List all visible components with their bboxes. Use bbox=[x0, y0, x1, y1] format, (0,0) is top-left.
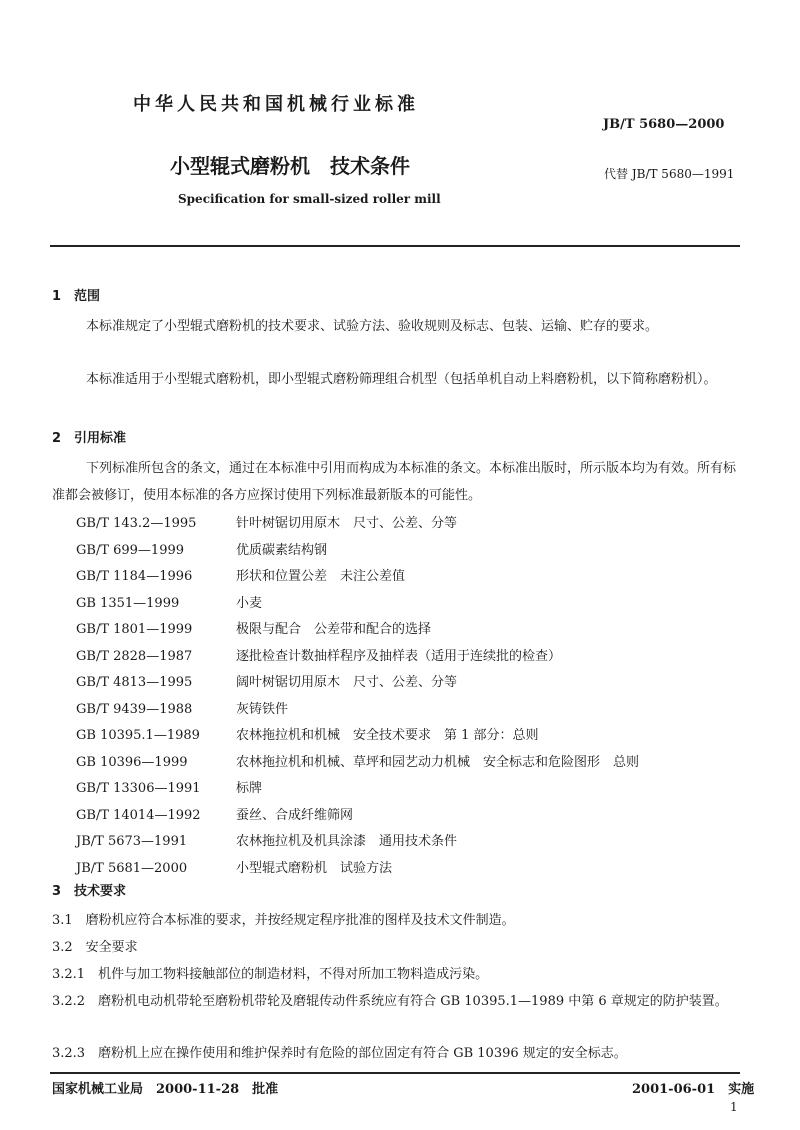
reference-code: GB/T 9439—1988 bbox=[76, 701, 193, 717]
reference-name: 农林拖拉机和机械、草坪和园艺动力机械 安全标志和危险图形 总则 bbox=[236, 754, 640, 770]
reference-code: JB/T 5673—1991 bbox=[76, 834, 188, 849]
reference-code: GB 10396—1999 bbox=[76, 754, 188, 770]
document-title-cn: 小型辊式磨粉机 技术条件 bbox=[170, 154, 410, 178]
header-divider bbox=[50, 245, 740, 247]
reference-name: 灰铸铁件 bbox=[236, 701, 289, 717]
reference-name: 小麦 bbox=[236, 595, 263, 611]
clause-3-2-3: 3.2.3 磨粉机上应在操作使用和维护保养时有危险的部位固定有符合 GB 10396 规定的安全标志。 bbox=[52, 1046, 627, 1061]
reference-code: GB/T 1801—1999 bbox=[76, 622, 193, 637]
reference-item bbox=[76, 777, 262, 797]
reference-name: 农林拖拉机及机具涂漆 通用技术条件 bbox=[236, 834, 458, 849]
standard-number: JB/T 5680—2000 bbox=[603, 117, 725, 132]
reference-name: 标牌 bbox=[236, 781, 263, 796]
reference-code: GB/T 143.2—1995 bbox=[76, 516, 197, 531]
issuer-approval: 国家机械工业局 2000-11-28 批准 bbox=[52, 1082, 279, 1097]
reference-name: 逐批检查计数抽样程序及抽样表（适用于连续批的检查） bbox=[236, 648, 562, 664]
reference-code: GB/T 1184—1996 bbox=[76, 569, 193, 584]
reference-item bbox=[76, 857, 392, 877]
reference-item bbox=[76, 671, 457, 691]
document-title-en: Specification for small-sized roller mill bbox=[178, 192, 441, 206]
clause-3-2-2: 3.2.2 磨粉机电动机带轮至磨粉机带轮及磨辊传动件系统应有符合 GB 10395.1—1989 中第 6 章规定的防护装置。 bbox=[52, 994, 728, 1009]
reference-name: 蚕丝、合成纤维筛网 bbox=[236, 807, 354, 823]
reference-item bbox=[76, 830, 457, 850]
clause-3-2-1: 3.2.1 机件与加工物料接触部位的制造材料，不得对所加工物料造成污染。 bbox=[52, 967, 489, 982]
section-2-heading: 2 引用标准 bbox=[52, 431, 127, 446]
reference-item bbox=[76, 751, 639, 771]
reference-code: GB 10395.1—1989 bbox=[76, 728, 200, 743]
reference-name: 小型辊式磨粉机 试验方法 bbox=[236, 860, 393, 876]
section-1-paragraph-2: 本标准适用于小型辊式磨粉机，即小型辊式磨粉筛理组合机型（包括单机自动上料磨粉机，以下简称磨粉机）。 bbox=[86, 372, 717, 387]
section-1-paragraph-1: 本标准规定了小型辊式磨粉机的技术要求、试验方法、验收规则及标志、包装、运输、贮存的要求。 bbox=[86, 319, 659, 334]
section-3-heading: 3 技术要求 bbox=[52, 884, 127, 899]
section-2-paragraph: 下列标准所包含的条文，通过在本标准中引用而构成为本标准的条文。本标准出版时，所示版本均为有效。所有标准都会被修订，使用本标准的各方应探讨使用下列标准最新版本的可能性。 bbox=[52, 461, 737, 503]
reference-code: GB/T 13306—1991 bbox=[76, 781, 201, 796]
reference-item bbox=[76, 618, 431, 638]
effective-date: 2001-06-01 实施 bbox=[632, 1082, 755, 1097]
reference-code: GB/T 14014—1992 bbox=[76, 807, 201, 823]
section-1-heading: 1 范围 bbox=[52, 289, 101, 304]
footer-divider bbox=[50, 1072, 740, 1074]
reference-item bbox=[76, 592, 262, 612]
clause-3-1: 3.1 磨粉机应符合本标准的要求，并按经规定程序批准的图样及技术文件制造。 bbox=[52, 913, 515, 928]
reference-code: GB/T 2828—1987 bbox=[76, 648, 193, 664]
reference-code: JB/T 5681—2000 bbox=[76, 860, 188, 876]
reference-item bbox=[76, 512, 457, 532]
reference-code: GB/T 4813—1995 bbox=[76, 675, 193, 690]
page-number: 1 bbox=[730, 1100, 738, 1114]
clause-3-2: 3.2 安全要求 bbox=[52, 940, 138, 955]
reference-code: GB 1351—1999 bbox=[76, 595, 180, 611]
reference-name: 农林拖拉机和机械 安全技术要求 第 1 部分：总则 bbox=[236, 728, 539, 743]
reference-item bbox=[76, 698, 288, 718]
reference-item bbox=[76, 645, 561, 665]
reference-name: 极限与配合 公差带和配合的选择 bbox=[236, 622, 432, 637]
replaces-note: 代替 JB/T 5680—1991 bbox=[604, 167, 735, 181]
reference-item bbox=[76, 804, 353, 824]
reference-name: 针叶树锯切用原木 尺寸、公差、分等 bbox=[236, 516, 458, 531]
reference-item bbox=[76, 565, 405, 585]
reference-name: 形状和位置公差 未注公差值 bbox=[236, 569, 406, 584]
reference-name: 优质碳素结构钢 bbox=[236, 542, 328, 558]
reference-item bbox=[76, 539, 327, 559]
reference-code: GB/T 699—1999 bbox=[76, 542, 185, 558]
reference-name: 阔叶树锯切用原木 尺寸、公差、分等 bbox=[236, 675, 458, 690]
industry-title: 中华人民共和国机械行业标准 bbox=[133, 94, 419, 115]
reference-item bbox=[76, 724, 539, 744]
